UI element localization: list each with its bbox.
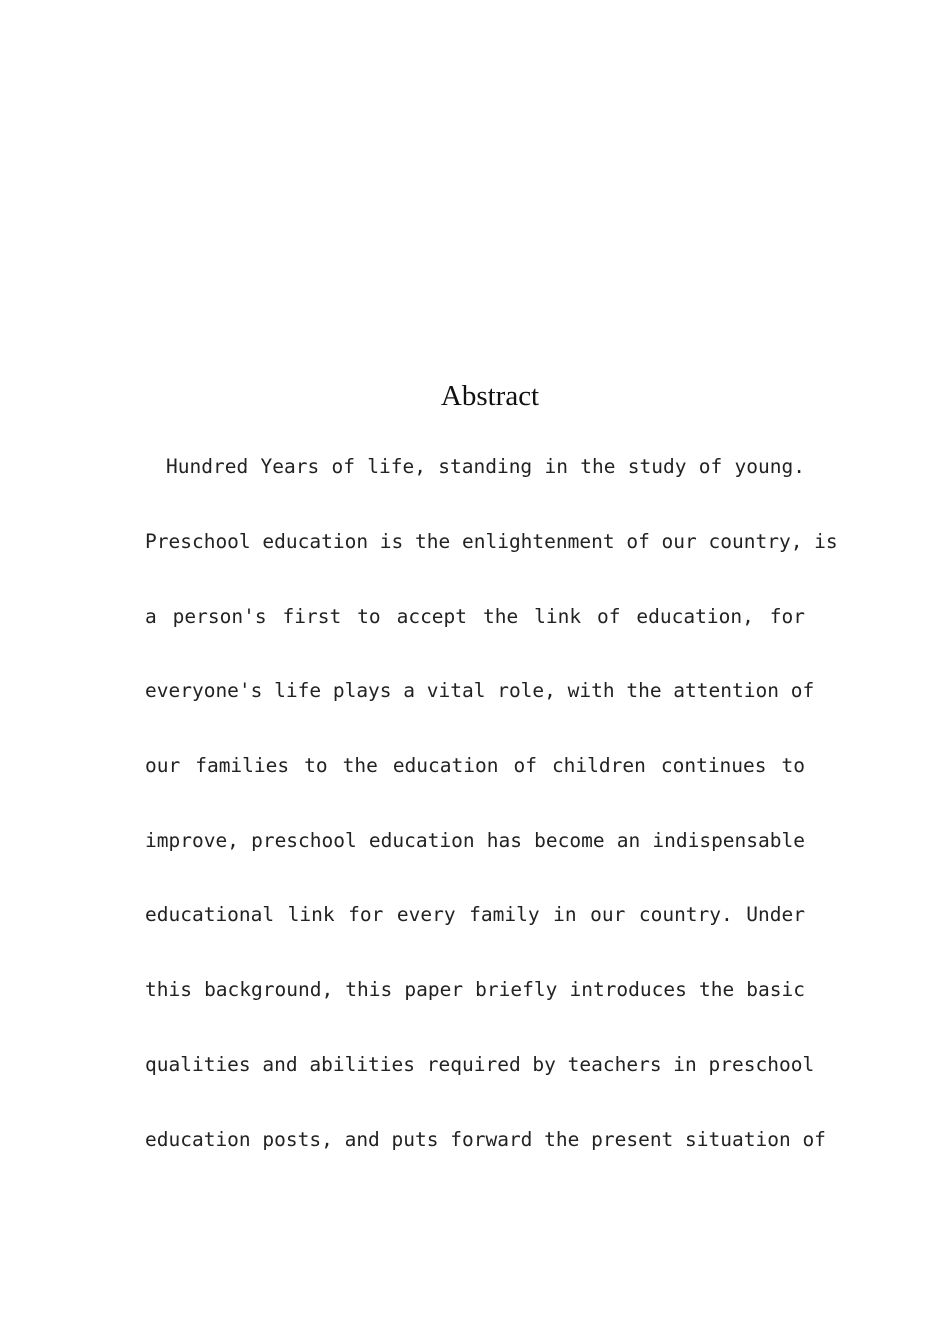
abstract-line: our families to the education of children continues to [145,754,805,777]
abstract-line: this background, this paper briefly introduces the basic [145,978,805,1001]
abstract-line: Hundred Years of life, standing in the study of young. [166,455,805,478]
abstract-line: educational link for every family in our country. Under [145,903,805,926]
abstract-line: everyone's life plays a vital role, with the attention of [145,679,815,702]
abstract-line: improve, preschool education has become an indispensable [145,829,805,852]
abstract-line: Preschool education is the enlightenment of our country, is [145,530,838,553]
abstract-line: a person's first to accept the link of education, for [145,605,805,628]
abstract-heading: Abstract [440,380,540,412]
abstract-line: qualities and abilities required by teachers in preschool [145,1053,815,1076]
abstract-line: education posts, and puts forward the present situation of [145,1128,826,1151]
